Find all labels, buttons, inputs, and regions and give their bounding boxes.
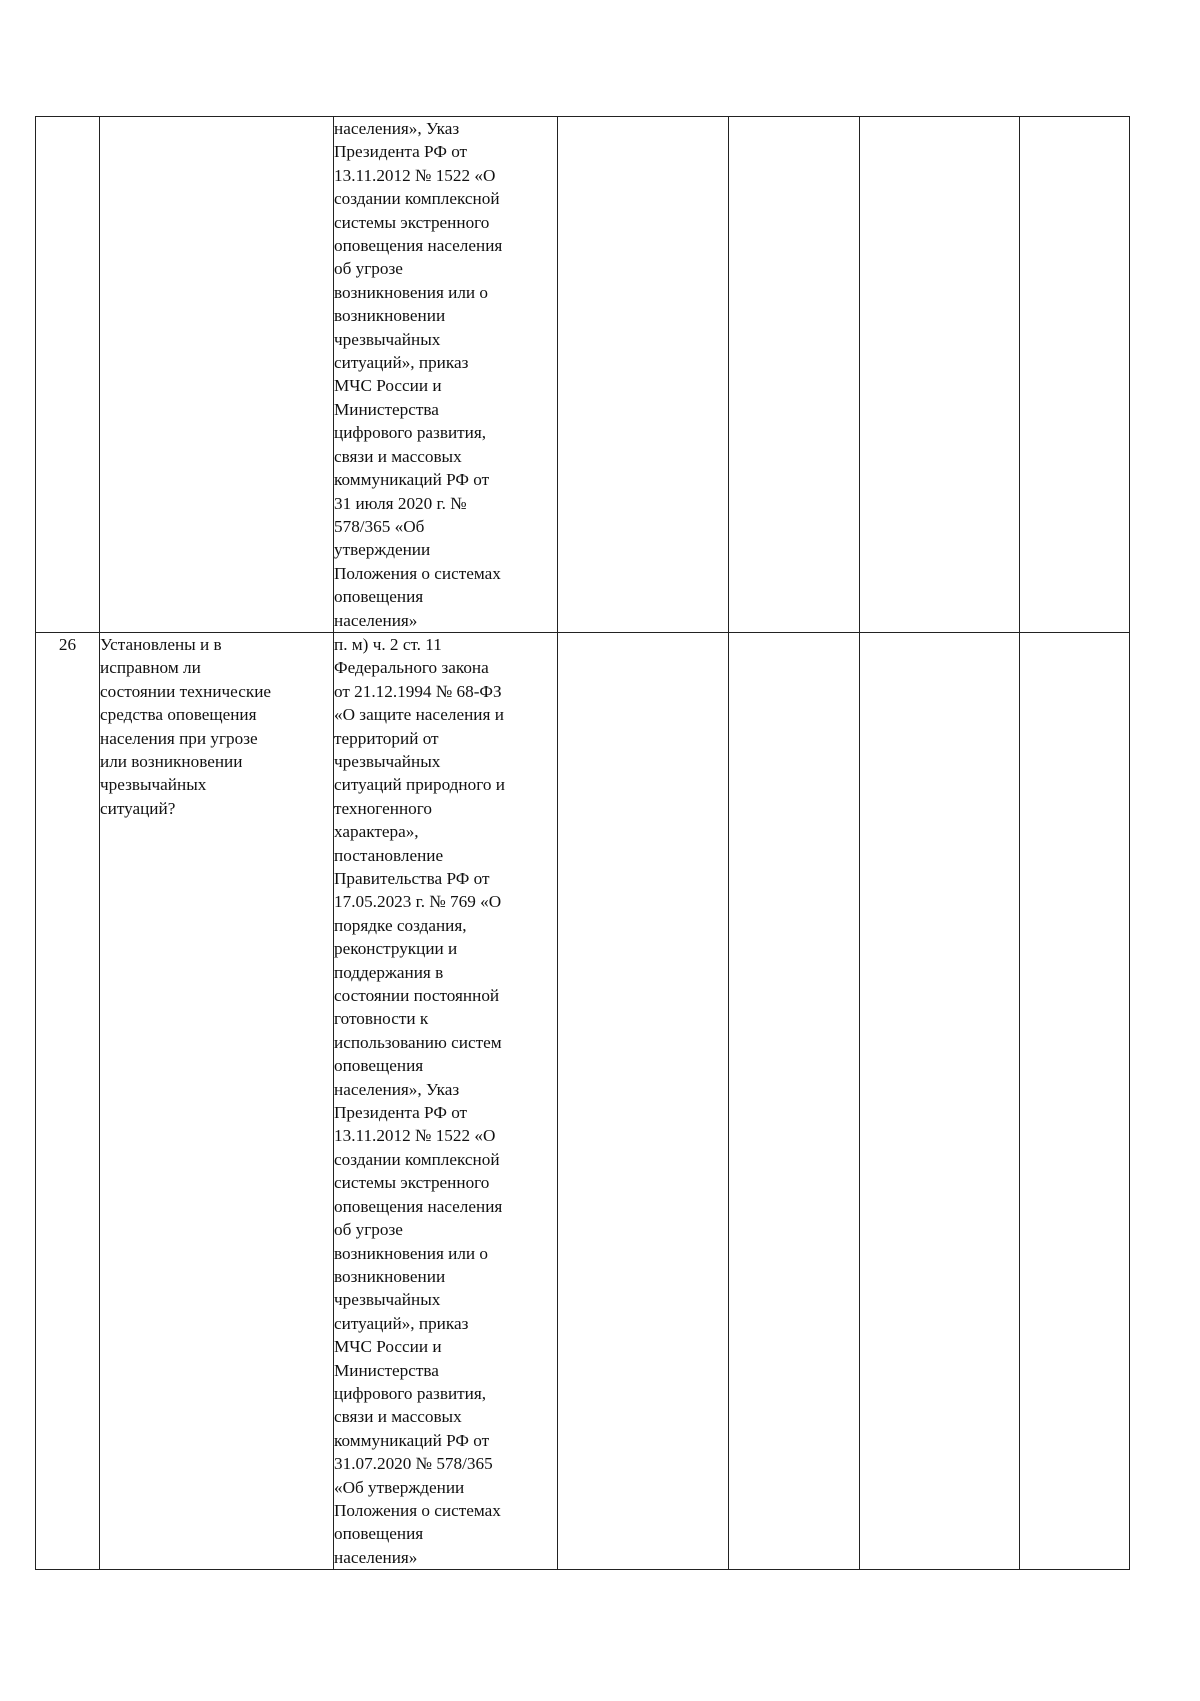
text-line: «Об утверждении bbox=[334, 1477, 465, 1497]
note-cell bbox=[1020, 117, 1130, 633]
text-line: ситуаций», приказ bbox=[334, 353, 469, 373]
text-line: чрезвычайных bbox=[100, 775, 207, 795]
text-line: 13.11.2012 № 1522 «О bbox=[334, 165, 496, 185]
text-line: постановление bbox=[334, 845, 444, 865]
text-line: чрезвычайных bbox=[334, 329, 441, 349]
text-line: об угрозе bbox=[334, 1220, 403, 1240]
answer-cell bbox=[729, 117, 860, 633]
text-line: оповещения bbox=[334, 587, 424, 607]
text-line: средства оповещения bbox=[100, 705, 257, 725]
text-line: поддержания в bbox=[334, 962, 444, 982]
row-number-cell bbox=[36, 117, 100, 633]
text-line: возникновении bbox=[334, 1266, 446, 1286]
answer-cell bbox=[558, 632, 729, 1569]
text-line: ситуаций? bbox=[100, 798, 176, 818]
text-line: реконструкции и bbox=[334, 939, 458, 959]
text-line: 31.07.2020 № 578/365 bbox=[334, 1454, 493, 1474]
text-line: связи и массовых bbox=[334, 446, 462, 466]
text-line: цифрового развития, bbox=[334, 1383, 487, 1403]
text-line: населения» bbox=[334, 610, 418, 630]
legal-basis-cell bbox=[334, 632, 558, 1569]
text-line: состоянии постоянной bbox=[334, 986, 500, 1006]
text-line: готовности к bbox=[334, 1009, 429, 1029]
answer-cell bbox=[860, 632, 1020, 1569]
text-line: территорий от bbox=[334, 728, 439, 748]
checklist-table bbox=[35, 116, 1130, 1570]
text-line: характера», bbox=[334, 822, 419, 842]
question-cell bbox=[100, 117, 334, 633]
text-line: оповещения bbox=[334, 1056, 424, 1076]
text-line: системы экстренного bbox=[334, 1173, 490, 1193]
text-line: возникновения или о bbox=[334, 282, 489, 302]
legal-basis-cell bbox=[334, 117, 558, 633]
text-line: 17.05.2023 г. № 769 «О bbox=[334, 892, 502, 912]
text-line: Президента РФ от bbox=[334, 142, 468, 162]
text-line: системы экстренного bbox=[334, 212, 490, 232]
text-line: чрезвычайных bbox=[334, 1290, 441, 1310]
text-line: населения при угрозе bbox=[100, 728, 258, 748]
note-cell bbox=[1020, 632, 1130, 1569]
text-line: возникновении bbox=[334, 306, 446, 326]
table-row bbox=[36, 117, 1130, 633]
answer-cell bbox=[860, 117, 1020, 633]
text-line: использованию систем bbox=[334, 1032, 502, 1052]
legal-basis-text bbox=[334, 117, 557, 632]
text-line: техногенного bbox=[334, 798, 432, 818]
text-line: Президента РФ от bbox=[334, 1103, 468, 1123]
table-row bbox=[36, 632, 1130, 1569]
text-line: п. м) ч. 2 ст. 11 bbox=[334, 634, 442, 654]
text-line: МЧС России и bbox=[334, 1337, 442, 1357]
text-line: коммуникаций РФ от bbox=[334, 1430, 490, 1450]
text-line: Положения о системах bbox=[334, 563, 501, 583]
text-line: создании комплексной bbox=[334, 1149, 500, 1169]
text-line: цифрового развития, bbox=[334, 423, 487, 443]
text-line: 13.11.2012 № 1522 «О bbox=[334, 1126, 496, 1146]
text-line: создании комплексной bbox=[334, 189, 500, 209]
text-line: оповещения bbox=[334, 1524, 424, 1544]
text-line: чрезвычайных bbox=[334, 751, 441, 771]
text-line: МЧС России и bbox=[334, 376, 442, 396]
text-line: ситуаций», приказ bbox=[334, 1313, 469, 1333]
text-line: Министерства bbox=[334, 399, 439, 419]
text-line: Министерства bbox=[334, 1360, 439, 1380]
question-text bbox=[100, 633, 333, 820]
legal-basis-text bbox=[334, 633, 557, 1569]
text-line: возникновения или о bbox=[334, 1243, 489, 1263]
text-line: ситуаций природного и bbox=[334, 775, 505, 795]
text-line: населения», Указ bbox=[334, 119, 460, 138]
row-number-cell bbox=[36, 632, 100, 1569]
text-line: оповещения населения bbox=[334, 1196, 503, 1216]
question-cell bbox=[100, 632, 334, 1569]
text-line: 578/365 «Об bbox=[334, 516, 425, 536]
text-line: оповещения населения bbox=[334, 236, 503, 256]
text-line: Положения о системах bbox=[334, 1500, 501, 1520]
text-line: исправном ли bbox=[100, 658, 201, 678]
text-line: состоянии технические bbox=[100, 681, 272, 701]
text-line: населения» bbox=[334, 1547, 418, 1567]
text-line: или возникновении bbox=[100, 751, 243, 771]
text-line: от 21.12.1994 № 68-ФЗ bbox=[334, 681, 502, 701]
text-line: Правительства РФ от bbox=[334, 869, 490, 888]
text-line: Установлены и в bbox=[100, 634, 222, 654]
text-line: об угрозе bbox=[334, 259, 403, 279]
text-line: связи и массовых bbox=[334, 1407, 462, 1427]
row-number: 26 bbox=[58, 634, 77, 654]
answer-cell bbox=[729, 632, 860, 1569]
text-line: утверждении bbox=[334, 540, 431, 560]
text-line: 31 июля 2020 г. № bbox=[334, 493, 467, 513]
text-line: населения», Указ bbox=[334, 1079, 460, 1099]
text-line: «О защите населения и bbox=[334, 705, 504, 725]
answer-cell bbox=[558, 117, 729, 633]
text-line: коммуникаций РФ от bbox=[334, 470, 490, 490]
text-line: порядке создания, bbox=[334, 915, 467, 935]
text-line: Федерального закона bbox=[334, 658, 489, 678]
